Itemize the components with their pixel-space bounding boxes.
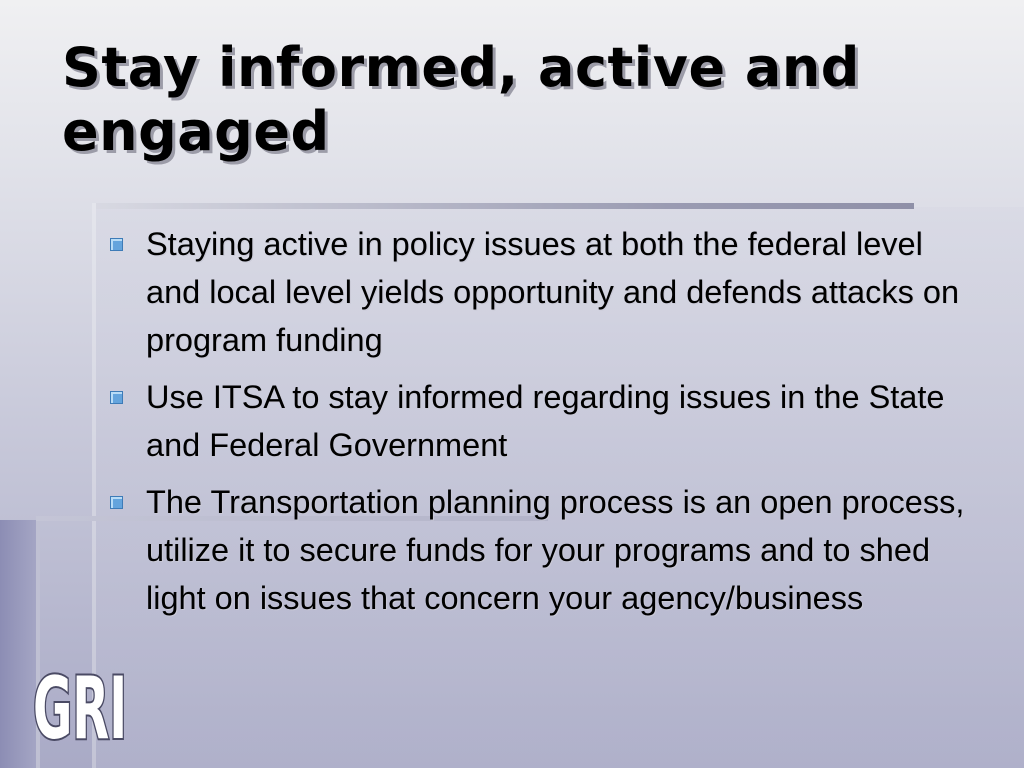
horizontal-rule — [94, 203, 914, 209]
bullet-item — [104, 373, 984, 469]
bullet-text: Staying active in policy issues at both the federal level and local level yields opportunity and defends attacks on program funding — [146, 226, 960, 358]
bullet-list — [104, 220, 984, 631]
slide-title: Stay informed, active and engaged — [62, 36, 860, 163]
gri-logo — [20, 662, 140, 748]
bullet-item — [104, 478, 984, 622]
logo-text: GRI — [32, 662, 128, 748]
square-bullet-icon — [110, 238, 123, 251]
bullet-text: The Transportation planning process is an open process, utilize it to secure funds for your programs and to shed light on issues that concern your agency/business — [146, 484, 965, 616]
square-bullet-icon — [110, 391, 123, 404]
square-bullet-icon — [110, 496, 123, 509]
bullet-text: Use ITSA to stay informed regarding issues in the State and Federal Government — [146, 379, 945, 463]
bullet-item — [104, 220, 984, 364]
